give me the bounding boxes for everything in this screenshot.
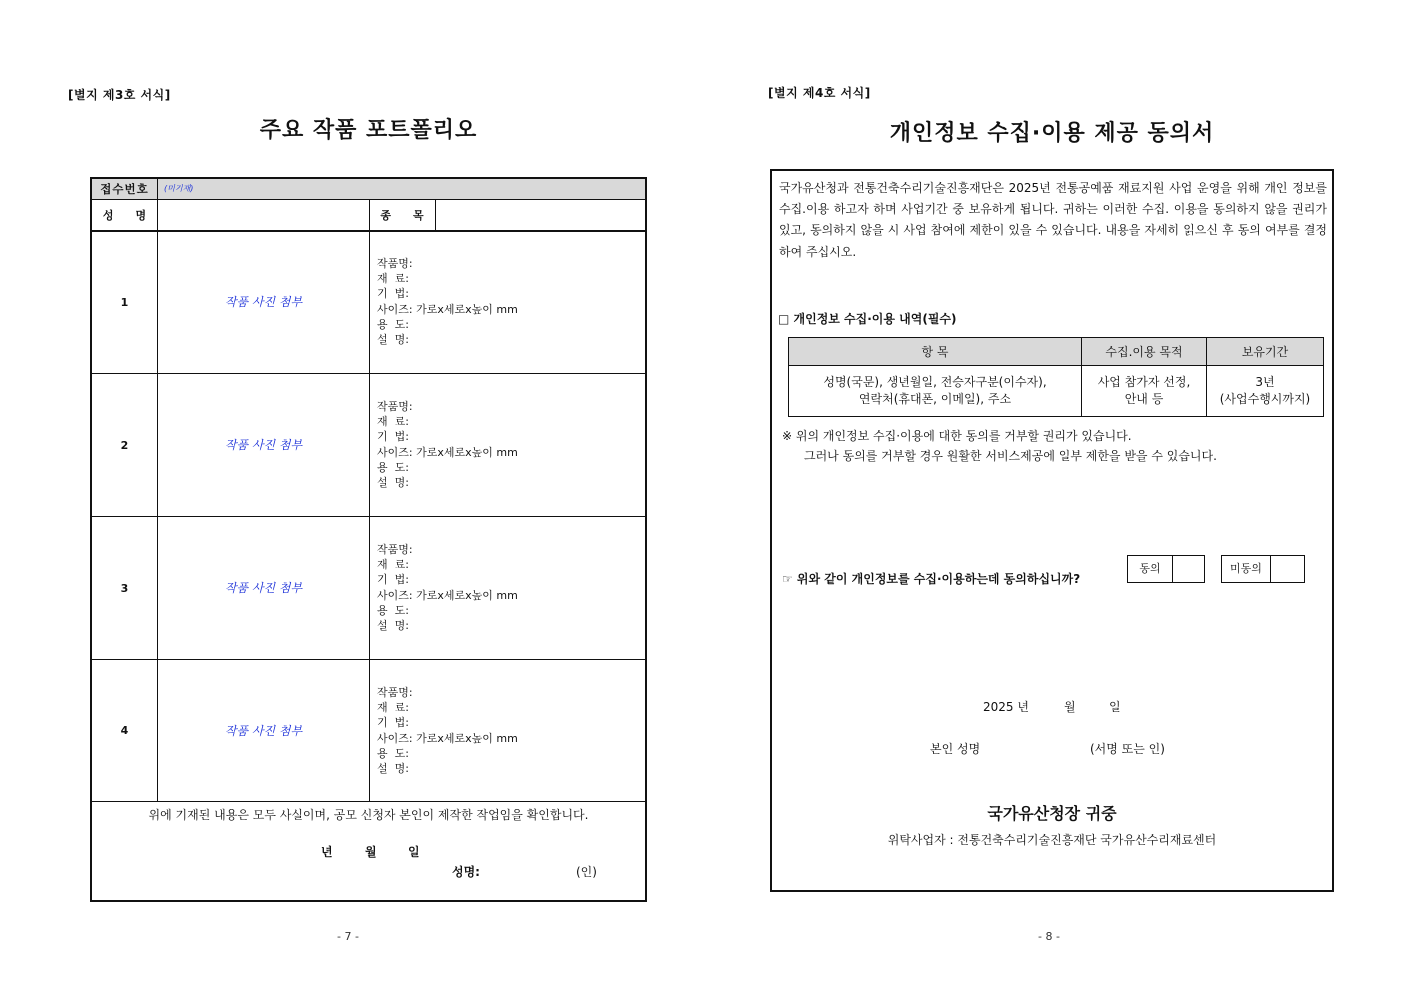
detail-use: 용 도: <box>377 603 409 617</box>
confirm-statement: 위에 기재된 내용은 모두 사실이며, 공모 신청자 본인이 제작한 작업임을 확인합니다. <box>148 808 589 822</box>
detail-size: 사이즈: 가로x세로x높이 mm <box>377 302 518 316</box>
detail-size: 사이즈: 가로x세로x높이 mm <box>377 731 518 745</box>
table-row <box>789 366 1324 417</box>
photo-placeholder[interactable]: 작품 사진 첨부 <box>224 581 303 595</box>
detail-material: 재 료: <box>377 415 409 429</box>
detail-size: 사이즈: 가로x세로x높이 mm <box>377 588 518 602</box>
form-label-3: [별지 제3호 서식] <box>68 88 171 102</box>
date-month: 월 <box>1064 700 1076 714</box>
portfolio-form-table <box>90 177 647 902</box>
detail-title: 작품명: <box>377 400 413 413</box>
portfolio-title: 주요 작품 포트폴리오 <box>259 118 478 143</box>
entry-number: 4 <box>120 724 129 737</box>
detail-material: 재 료: <box>377 558 409 572</box>
date-year: 년 <box>321 845 333 859</box>
consent-form <box>770 169 1334 892</box>
entry-number: 3 <box>120 582 129 595</box>
page-number-8: - 8 - <box>1038 930 1060 943</box>
photo-placeholder[interactable]: 작품 사진 첨부 <box>224 438 303 452</box>
entry-details <box>377 685 637 776</box>
detail-size: 사이즈: 가로x세로x높이 mm <box>377 445 518 459</box>
disagree-checkbox[interactable] <box>1221 555 1305 583</box>
name-field[interactable] <box>158 201 368 230</box>
items-line: 연락처(휴대폰, 이메일), 주소 <box>858 392 1012 406</box>
date-year: 2025 년 <box>983 700 1029 714</box>
date-day: 일 <box>408 845 420 859</box>
category-field[interactable] <box>436 201 645 230</box>
seal-mark[interactable]: (인) <box>576 865 597 879</box>
entry-details <box>377 399 637 490</box>
period-line: 3년 <box>1255 375 1275 389</box>
signature-label: 성명: <box>452 865 480 879</box>
items-line: 성명(국문), 생년월일, 전승자구분(이수자), <box>823 375 1047 389</box>
detail-use: 용 도: <box>377 460 409 474</box>
agree-label: 동의 <box>1128 556 1173 582</box>
date-day: 일 <box>1109 700 1121 714</box>
category-label: 종 목 <box>380 209 424 222</box>
period-line: (사업수행시까지) <box>1219 392 1311 406</box>
detail-technique: 기 법: <box>377 287 409 301</box>
photo-placeholder[interactable]: 작품 사진 첨부 <box>224 724 303 738</box>
entry-details <box>377 542 637 633</box>
section-heading: □ 개인정보 수집·이용 내역(필수) <box>778 312 957 326</box>
purpose-line: 안내 등 <box>1124 392 1164 406</box>
purpose-cell <box>1082 366 1207 417</box>
detail-use: 용 도: <box>377 746 409 760</box>
header-items: 항 목 <box>789 338 1082 366</box>
photo-placeholder[interactable]: 작품 사진 첨부 <box>224 295 303 309</box>
detail-title: 작품명: <box>377 686 413 699</box>
detail-description: 설 명: <box>377 333 409 347</box>
collection-items-table <box>788 337 1324 417</box>
header-period: 보유기간 <box>1207 338 1324 366</box>
purpose-line: 사업 참가자 선정, <box>1097 375 1191 389</box>
receipt-label: 접수번호 <box>100 182 149 196</box>
detail-material: 재 료: <box>377 272 409 286</box>
period-cell <box>1207 366 1324 417</box>
items-cell <box>789 366 1082 417</box>
entry-details <box>377 256 637 347</box>
page-number-7: - 7 - <box>337 930 359 943</box>
detail-technique: 기 법: <box>377 573 409 587</box>
detail-technique: 기 법: <box>377 716 409 730</box>
header-purpose: 수집.이용 목적 <box>1082 338 1207 366</box>
notice-line-1: ※ 위의 개인정보 수집·이용에 대한 동의를 거부할 권리가 있습니다. <box>782 429 1132 443</box>
notice-line-2: 그러나 동의를 거부할 경우 원활한 서비스제공에 일부 제한을 받을 수 있습니다. <box>804 449 1217 463</box>
form-label-4: [별지 제4호 서식] <box>768 86 871 100</box>
addressee: 국가유산청장 귀중 <box>987 804 1117 823</box>
entry-number: 2 <box>120 439 129 452</box>
date-month: 월 <box>365 845 377 859</box>
detail-material: 재 료: <box>377 701 409 715</box>
disagree-label: 미동의 <box>1222 556 1271 582</box>
detail-description: 설 명: <box>377 476 409 490</box>
detail-description: 설 명: <box>377 762 409 776</box>
detail-technique: 기 법: <box>377 430 409 444</box>
agree-checkbox[interactable] <box>1127 555 1205 583</box>
receipt-note: (미기재) <box>164 184 194 193</box>
consent-title: 개인정보 수집·이용 제공 동의서 <box>889 121 1215 146</box>
signature-note[interactable]: (서명 또는 인) <box>1090 742 1165 756</box>
name-label: 성 명 <box>102 209 147 222</box>
entry-number: 1 <box>120 296 129 309</box>
detail-title: 작품명: <box>377 543 413 556</box>
consignee: 위탁사업자 : 전통건축수리기술진흥재단 국가유산수리재료센터 <box>887 833 1217 847</box>
consent-intro: 국가유산청과 전통건축수리기술진흥재단은 2025년 전통공예품 재료지원 사업 운영을 위해 개인 정보를 수집.이용 하고자 하며 사업기간 중 보유하게 됩니다. 귀하는 이러한 수집. 이용을 동의하지 않을 권리가 있고, 동의하지 않을 시 사업 참여에 제한이 있을 수 있습니다. 내용을 자세히 읽으신 후 동의 여부를 결정하여 주십시오. <box>779 181 1327 259</box>
detail-use: 용 도: <box>377 317 409 331</box>
consent-question: ☞ 위와 같이 개인정보를 수집·이용하는데 동의하십니까? <box>782 572 1081 586</box>
signature-label: 본인 성명 <box>930 742 981 756</box>
detail-description: 설 명: <box>377 619 409 633</box>
detail-title: 작품명: <box>377 257 413 270</box>
